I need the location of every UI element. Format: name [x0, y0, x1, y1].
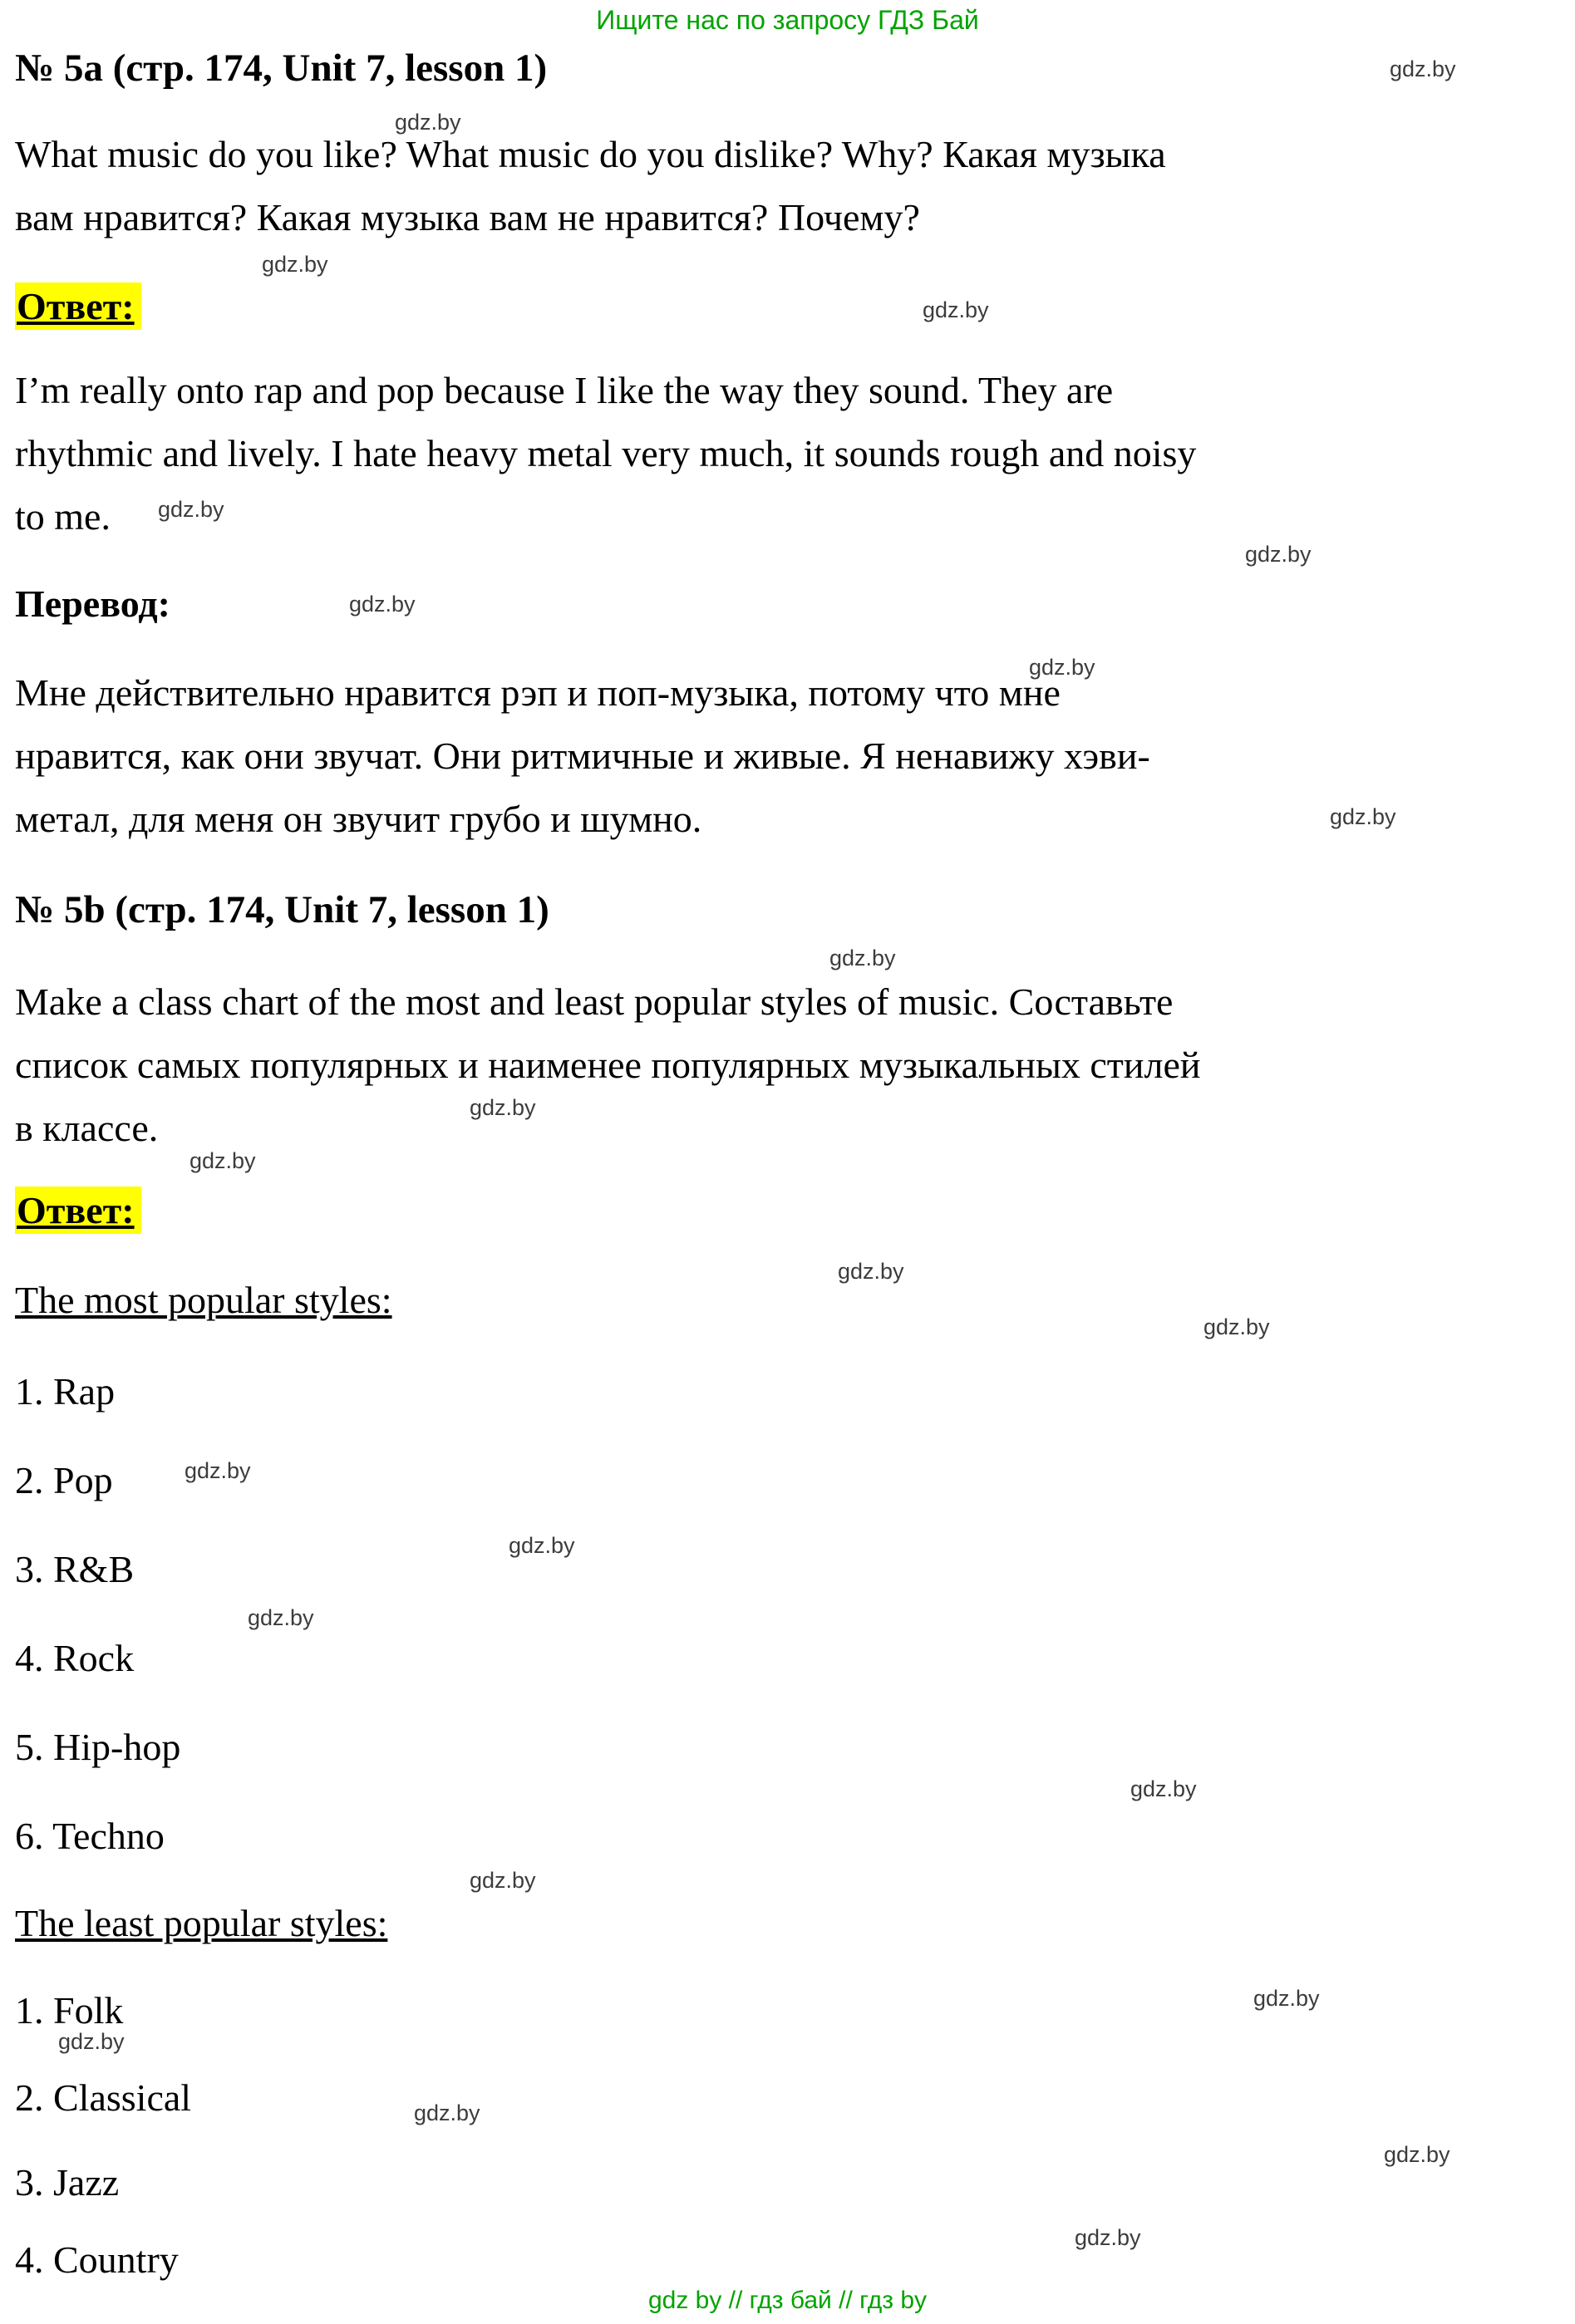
gdz-watermark: gdz.by: [1245, 542, 1312, 567]
list-item: 1. Rap: [15, 1370, 116, 1413]
gdz-watermark: gdz.by: [248, 1605, 314, 1630]
gdz-watermark: gdz.by: [158, 497, 224, 522]
gdz-watermark: gdz.by: [470, 1868, 536, 1893]
translation-label-5a: Перевод:: [15, 582, 170, 625]
answer-label-5a: Ответ:: [15, 283, 141, 330]
list-item: 3. Jazz: [15, 2161, 120, 2204]
footer-links: gdz by // гдз бай // гдз by: [647, 2287, 928, 2314]
gdz-watermark: gdz.by: [1253, 1986, 1320, 2011]
answer-text-line: I’m really onto rap and pop because I like the way they sound. They are: [15, 369, 1114, 411]
gdz-watermark: gdz.by: [185, 1458, 251, 1483]
list-item: 6. Techno: [15, 1815, 165, 1857]
list-item: 2. Pop: [15, 1459, 113, 1501]
list-item: 4. Country: [15, 2238, 179, 2281]
translation-text-line: метал, для меня он звучит грубо и шумно.: [15, 798, 702, 840]
answer-text-line: to me.: [15, 495, 111, 538]
gdz-watermark: gdz.by: [509, 1533, 575, 1558]
gdz-watermark: gdz.by: [1390, 57, 1456, 81]
list-item: 2. Classical: [15, 2076, 192, 2119]
answer-text-line: rhythmic and lively. I hate heavy metal very much, it sounds rough and noisy: [15, 432, 1197, 474]
gdz-watermark: gdz.by: [1075, 2225, 1141, 2250]
gdz-watermark: gdz.by: [414, 2100, 480, 2125]
gdz-watermark: gdz.by: [189, 1148, 256, 1173]
task-text-line: в классе.: [15, 1107, 159, 1149]
list-item: 1. Folk: [15, 1989, 124, 2032]
task-text-line: вам нравится? Какая музыка вам не нравится? Почему?: [15, 196, 920, 238]
promo-header: Ищите нас по запросу ГДЗ Бай: [596, 5, 979, 35]
translation-text-line: нравится, как они звучат. Они ритмичные и живые. Я ненавижу хэви-: [15, 735, 1150, 777]
gdz-watermark: gdz.by: [349, 592, 416, 617]
list-item: 3. R&B: [15, 1548, 135, 1590]
gdz-watermark: gdz.by: [58, 2029, 125, 2054]
gdz-watermark: gdz.by: [923, 297, 989, 322]
gdz-watermark: gdz.by: [262, 252, 328, 277]
task-text-line: What music do you like? What music do you dislike? Why? Какая музыка: [15, 133, 1166, 175]
answer-label-5b: Ответ:: [15, 1187, 141, 1234]
translation-text-line: Мне действительно нравится рэп и поп-музыка, потому что мне: [15, 671, 1061, 714]
task-text-line: Make a class chart of the most and least popular styles of music. Составьте: [15, 980, 1174, 1023]
gdz-watermark: gdz.by: [1203, 1314, 1270, 1339]
gdz-watermark: gdz.by: [1330, 804, 1396, 829]
gdz-watermark: gdz.by: [395, 110, 461, 135]
list-item: 4. Rock: [15, 1637, 135, 1679]
gdz-watermark: gdz.by: [829, 946, 896, 970]
gdz-watermark: gdz.by: [470, 1095, 536, 1120]
section-5a-translation: [15, 661, 1150, 851]
section-5a-title: № 5a (стр. 174, Unit 7, lesson 1): [15, 47, 548, 90]
most-popular-heading: The most popular styles:: [15, 1279, 392, 1321]
section-5b-title: № 5b (стр. 174, Unit 7, lesson 1): [15, 888, 549, 931]
gdz-watermark: gdz.by: [838, 1259, 904, 1284]
gdz-watermark: gdz.by: [1130, 1776, 1197, 1801]
least-popular-heading: The least popular styles:: [15, 1902, 388, 1944]
task-text-line: список самых популярных и наименее популярных музыкальных стилей: [15, 1044, 1201, 1086]
section-5b-task: [15, 970, 1201, 1160]
section-5a-task: [15, 123, 1166, 249]
gdz-watermark: gdz.by: [1384, 2142, 1450, 2167]
list-item: 5. Hip-hop: [15, 1726, 181, 1768]
gdz-watermark: gdz.by: [1029, 655, 1095, 680]
